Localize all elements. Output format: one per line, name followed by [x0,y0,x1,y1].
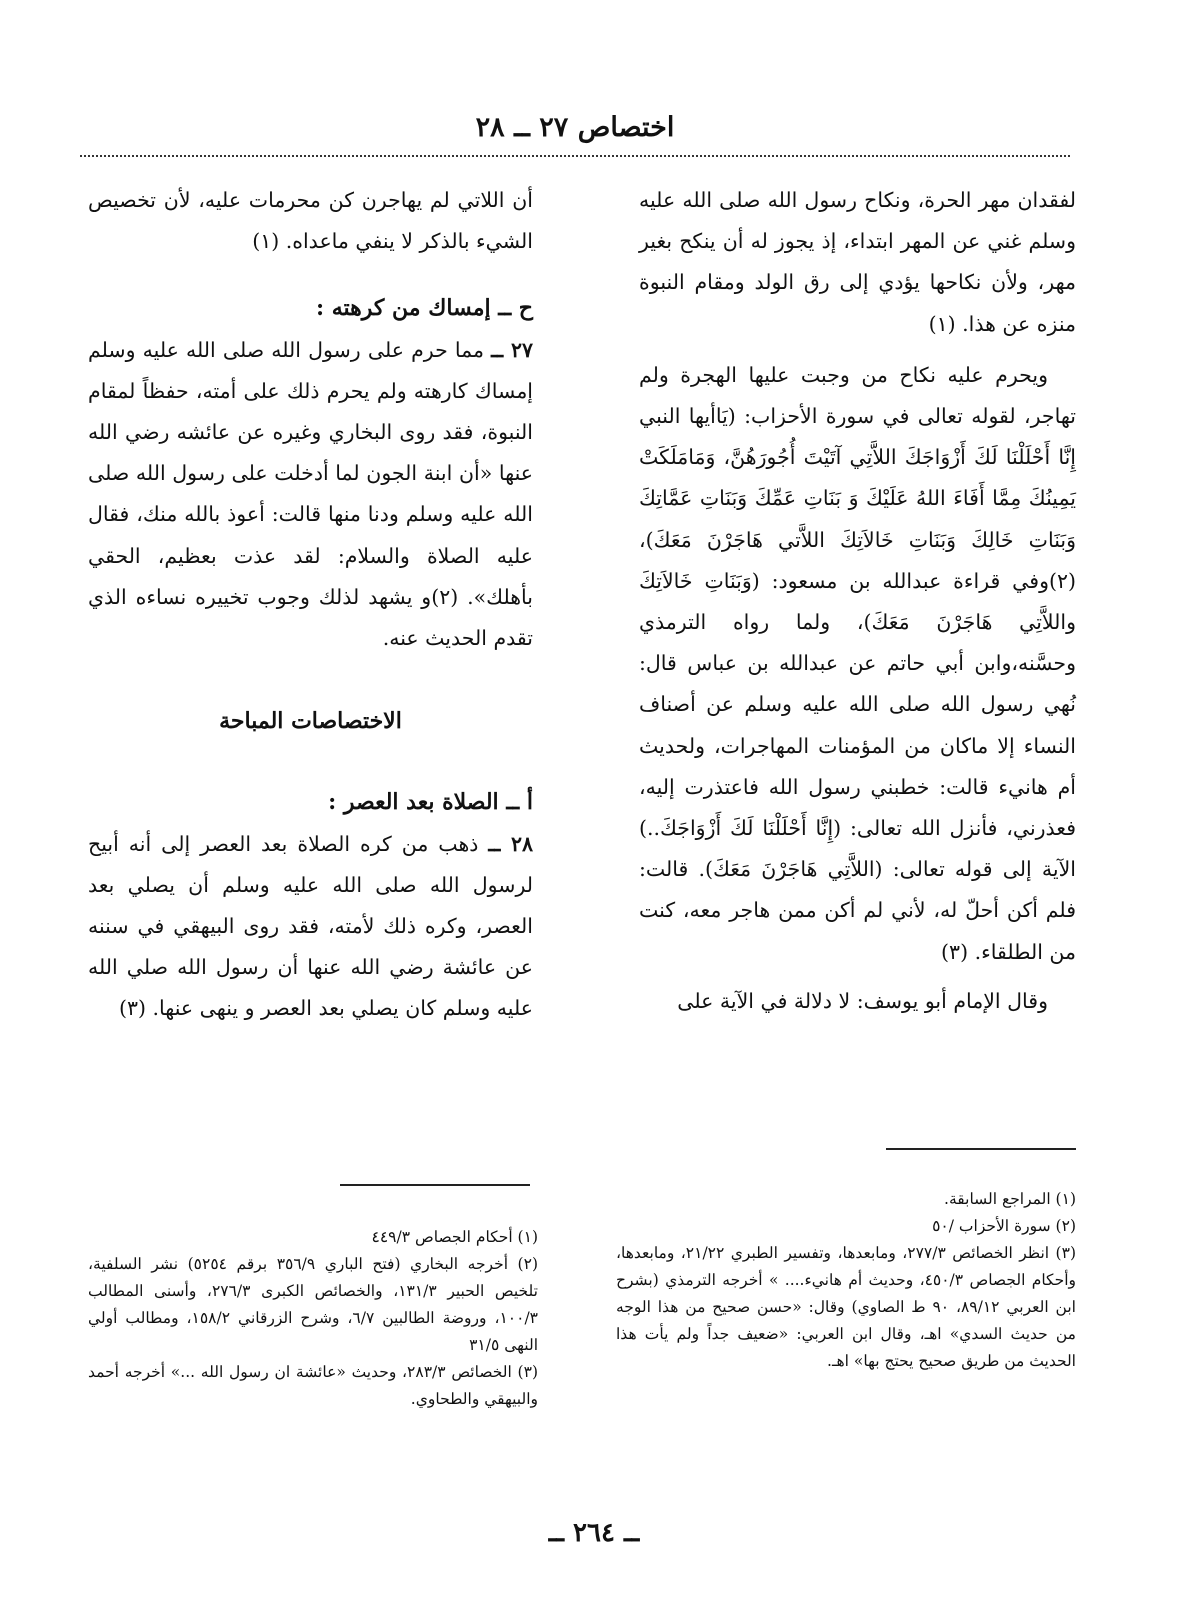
page-header: اختصاص ٢٧ ــ ٢٨ [475,112,675,143]
footnote: (٢) أخرجه البخاري (فتح الباري ٣٥٦/٩ برقم ٥٢٥٤) نشر السلفية، تلخيص الحبير ١٣١/٣، والخصائص الكبرى ٢٧٦/٣، وأسنى المطالب ١٠٠/٣، وروضة الطالبين ٦/٧، وشرح الزرقاني ١٥٨/٢، ومطالب أولي النهى ٣١/٥ [88,1255,538,1354]
page-number: ــ ٢٦٤ ــ [548,1518,640,1548]
footnotes-right [616,1186,1076,1375]
paragraph: ويحرم عليه نكاح من وجبت عليها الهجرة ولم تهاجر، لقوله تعالى في سورة الأحزاب: (يَاأيها النبي إِنَّا أَحْلَلْنَا لَكَ أَزْوَاجَكَ اللاَّتِي آتَيْتَ أُجُورَهُنَّ، وَمَامَلَكَتْ يَمِينُكَ مِمَّا أَفَاءَ اللهُ عَلَيْكَ وَ بَنَاتِ عَمِّكَ وَبَنَاتِ عَمَّاتِكَ وَبَنَاتِ خَالِكَ وَبَنَاتِ خَالاَتِكَ اللاَّتي هَاجَرْنَ مَعَكَ)، (٢)وفي قراءة عبدالله بن مسعود: (وَبَنَاتِ خَالاَتِكَ واللاَّتِي هَاجَرْنَ مَعَكَ)، ولما رواه الترمذي وحسَّنه،وابن أبي حاتم عن عبدالله بن عباس قال: نُهي رسول الله صلى الله عليه وسلم عن أصناف النساء إلا ماكان من المؤمنات المهاجرات، ولحديث أم هانيء قالت: خطبني رسول الله فاعتذرت إليه، فعذرني، فأنزل الله تعالى: (إِنَّا أَحْلَلْنَا لَكَ أَزْوَاجَكَ..) الآية إلى قوله تعالى: (اللاَّتِي هَاجَرْنَ مَعَكَ). قالت: فلم أكن أحلّ له، لأني لم أكن ممن هاجر معه، كنت من الطلقاء. (٣) [639,362,1076,964]
section-title: الاختصاصات المباحة [219,708,402,735]
footnote: (١) المراجع السابقة. [944,1190,1076,1208]
item-number: ٢٧ ــ [491,337,533,362]
footnote-divider [886,1148,1076,1150]
header-divider [80,155,1070,157]
footnote: (٢) سورة الأحزاب /٥٠ [932,1217,1076,1235]
paragraph-text: ذهب من كره الصلاة بعد العصر إلى أنه أبيح لرسول الله صلى الله عليه وسلم أن يصلي بعد العصر، وكره ذلك لأمته، فقد روى البيهقي في سننه عن عائشة رضي الله عنها أن رسول الله صلي الله عليه وسلم كان يصلي بعد العصر و ينهى عنها. (٣) [88,831,533,1021]
footnote: (١) أحكام الجصاص ٤٤٩/٣ [371,1228,538,1246]
item-number: ٢٨ ــ [488,831,533,856]
footnote: (٣) انظر الخصائص ٢٧٧/٣، ومابعدها، وتفسير الطبري ٢١/٢٢، ومابعدها، وأحكام الجصاص ٤٥٠/٣، وحديث أم هانيء.... » أخرجه الترمذي (بشرح ابن العربي ٨٩/١٢، ٩٠ ط الصاوي) وقال: «حسن صحيح من هذا الوجه من حديث السدي» اهـ، وقال ابن العربي: «ضعيف جداً ولم يأت هذا الحديث من طريق صحيح يحتج بها» اهـ. [616,1244,1076,1370]
section-heading: أ ــ الصلاة بعد العصر : [328,789,533,816]
section-heading: ح ــ إمساك من كرهته : [315,295,533,322]
paragraph [88,824,533,1030]
paragraph: أن اللاتي لم يهاجرن كن محرمات عليه، لأن تخصيص الشيء بالذكر لا ينفي ماعداه. (١) [88,188,533,254]
paragraph: وقال الإمام أبو يوسف: لا دلالة في الآية على [677,988,1048,1013]
footnote: (٣) الخصائص ٢٨٣/٣، وحديث «عائشة ان رسول الله ...» أخرجه أحمد والبيهقي والطحاوي. [88,1363,538,1408]
footnotes-left [88,1224,538,1413]
paragraph: لفقدان مهر الحرة، ونكاح رسول الله صلى الله عليه وسلم غني عن المهر ابتداء، إذ يجوز له أن ينكح بغير مهر، ولأن نكاحها يؤدي إلى رق الولد ومقام النبوة منزه عن هذا. (١) [639,188,1076,336]
footnote-divider [340,1184,530,1186]
left-column [88,180,533,1030]
right-column [639,180,1076,1022]
paragraph-text: مما حرم على رسول الله صلى الله عليه وسلم إمساك كارهته ولم يحرم ذلك على أمته، حفظاً لمقام النبوة، فقد روى البخاري وغيره عن عائشه رضي الله عنها «أن ابنة الجون لما أدخلت على رسول الله صلى الله عليه وسلم ودنا منها قالت: أعوذ بالله منك، فقال عليه الصلاة والسلام: لقد عذت بعظيم، الحقي بأهلك». (٢)و يشهد لذلك وجوب تخييره نساءه الذي تقدم الحديث عنه. [88,337,533,651]
paragraph [88,330,533,660]
